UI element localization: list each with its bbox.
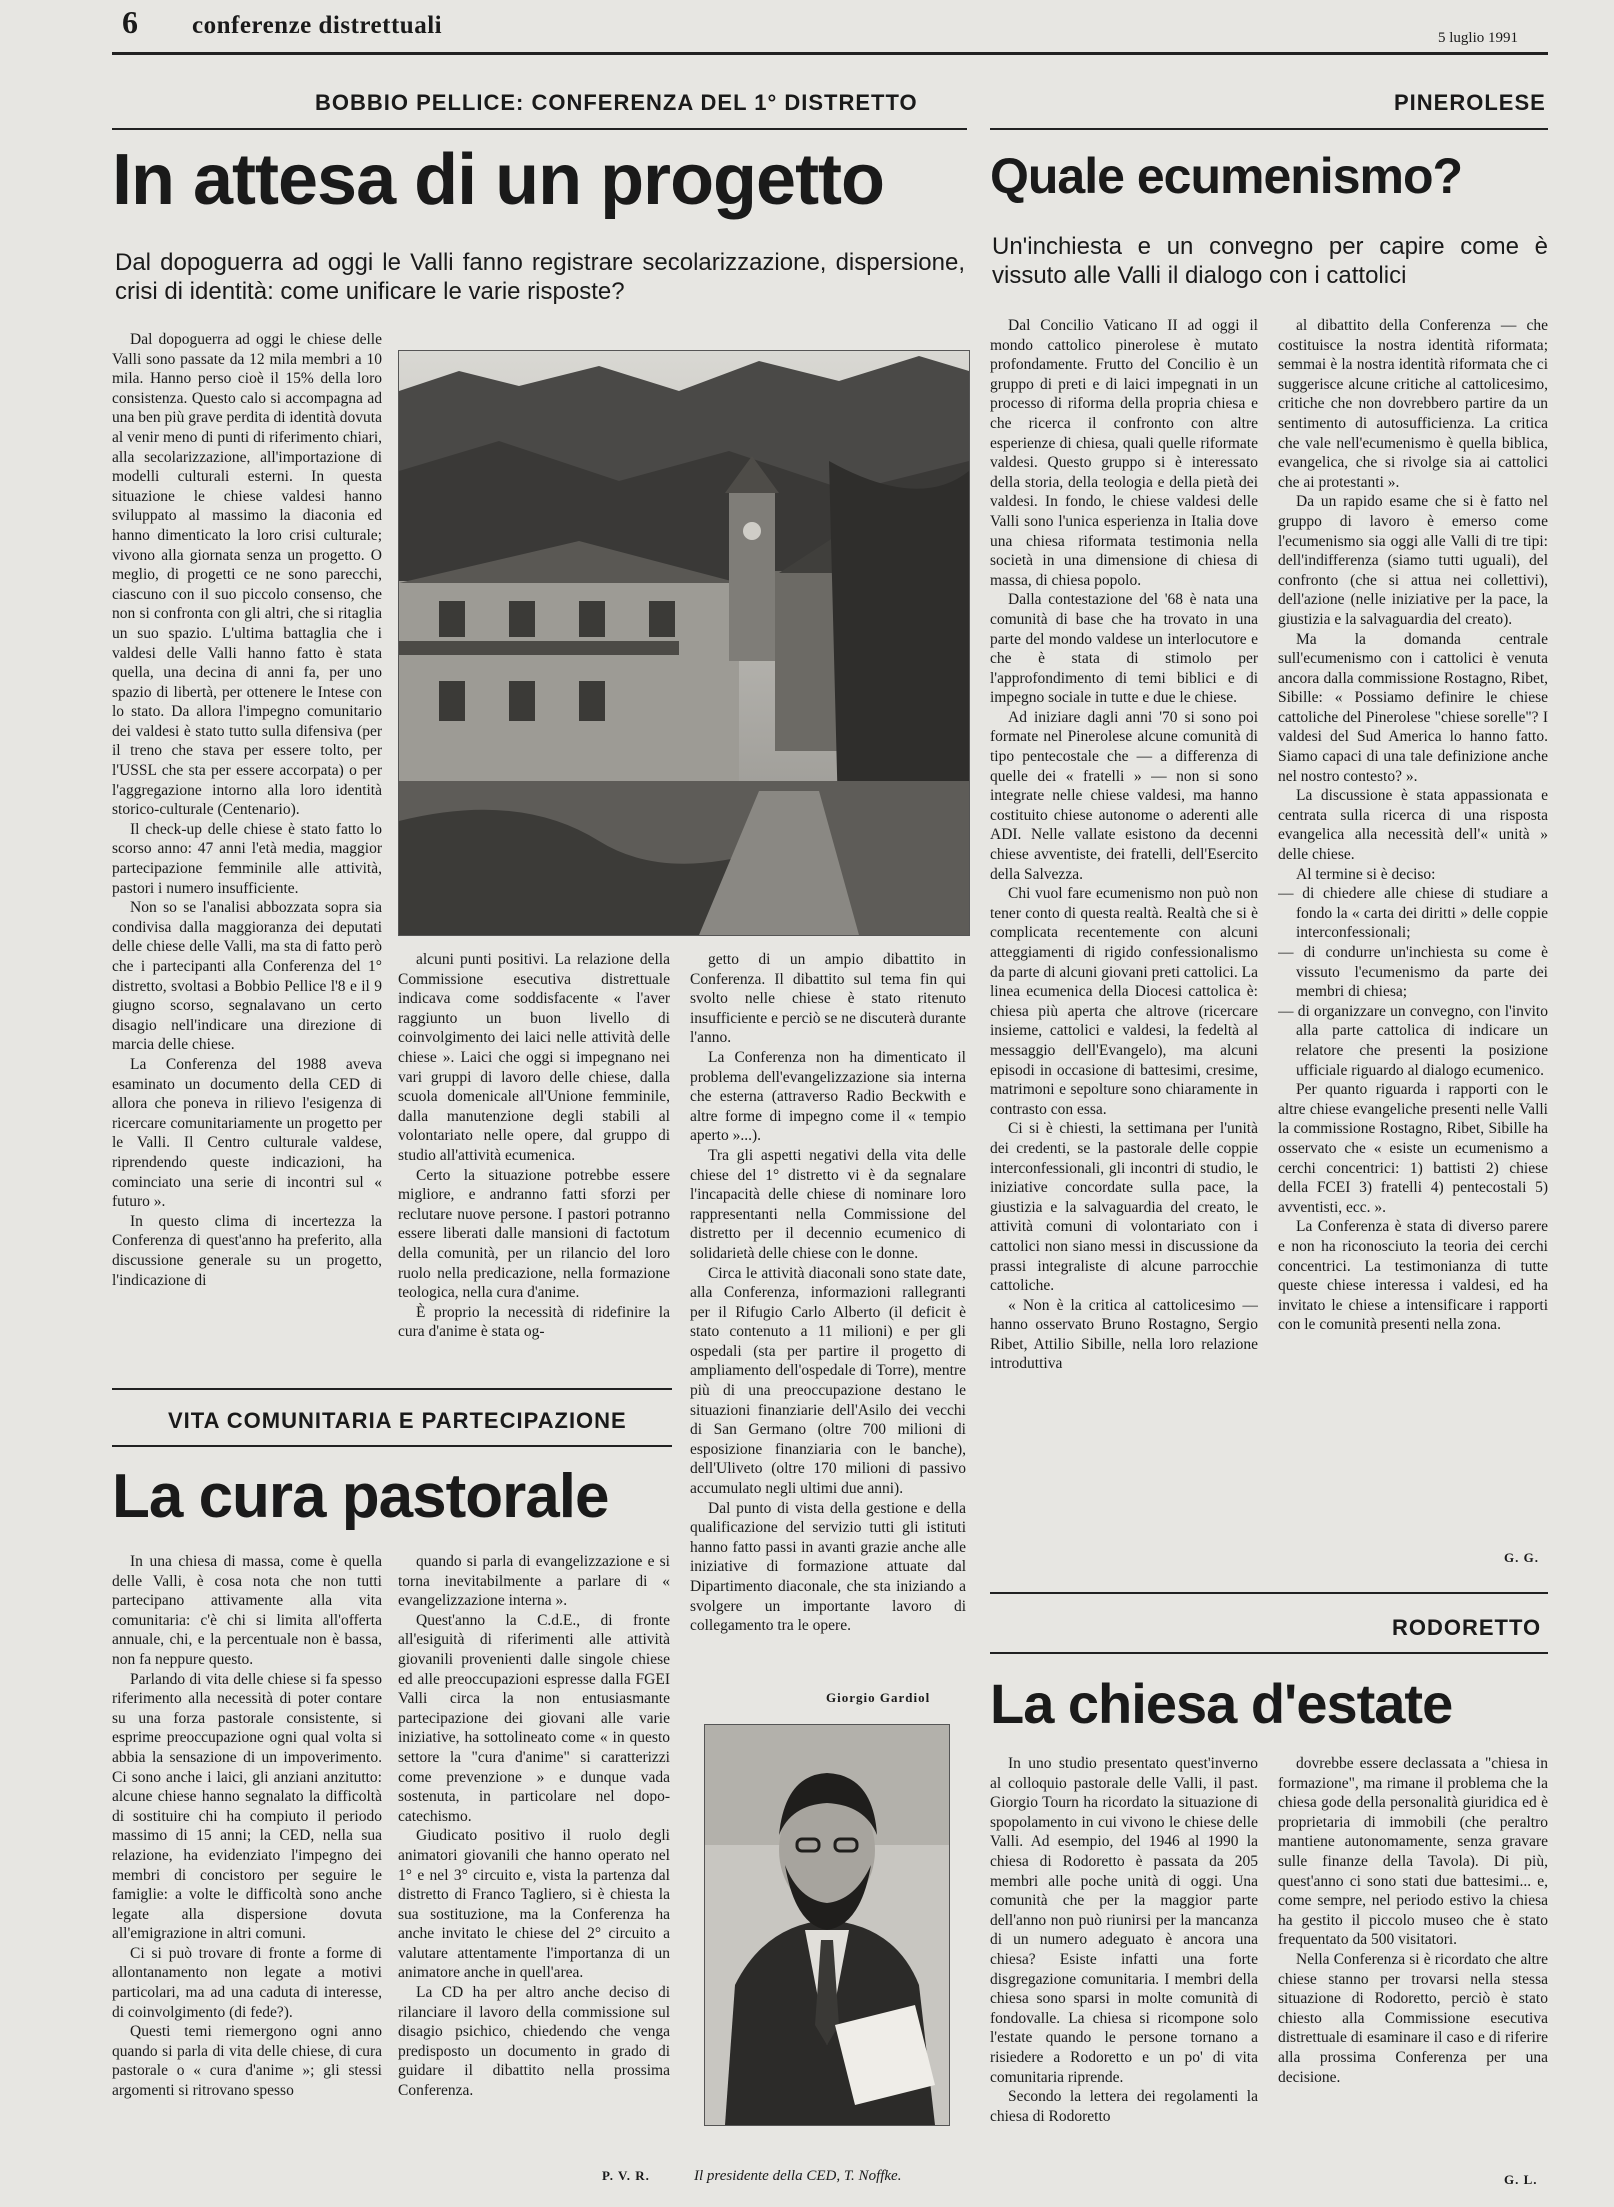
paragraph: In una chiesa di massa, come è quella delle Valli, è cosa nota che non tutti partecipano attivamente alla vita comunitaria: c'è chi si limita all'offerta annuale, chi, e la percentuale non è bassa, non fa neppure questo. bbox=[112, 1553, 382, 1668]
article1-kicker-rule bbox=[112, 128, 967, 130]
article4-kicker: RODORETTO bbox=[1392, 1615, 1542, 1640]
village-photo bbox=[398, 350, 970, 936]
article1-column-3 bbox=[690, 950, 966, 1678]
article3-kicker-rule bbox=[990, 128, 1548, 130]
paragraph: quando si parla di evangelizzazione e si torna inevitabilmente a parlare di « evangelizzazione interna ». bbox=[398, 1553, 670, 1610]
paragraph: Parlando di vita delle chiese si fa spesso riferimento alla necessità di poter contare su una forza pastorale consistente, si esprime preoccupazione ogni qual volta si abbia la sensazione di un impoverimento. Ci sono anche i laici, gli anziani anzitutto: alcune chiese hanno segnalato la difficoltà di sostituire chi ha compiuto il periodo massimo di 15 anni; la CED, nella sua relazione, ha evidenziato l'impegno dei membri di concistoro per seguire le famiglie: a volte le difficoltà sono anche legate alla dispersione dovuta all'emigrazione in altri comuni. bbox=[112, 1670, 382, 1943]
paragraph: Quest'anno la C.d.E., di fronte all'esiguità di riferimenti alle attività giovanili provenienti dalle singole chiese ed alle preoccupazioni espresse dalla FGEI Valli circa la non entusiasmante partecipazione dei giovani alle varie iniziative, ha sottolineato come « in questo settore la "cura d'anime" si caratterizzi come prevenzione » e dunque vada sostenuta, in particolare nel dopo-catechismo. bbox=[398, 1611, 670, 1825]
article1-signature: Giorgio Gardiol bbox=[826, 1690, 931, 1705]
article3-deck: Un'inchiesta e un convegno per capire come è vissuto alle Valli il dialogo con i cattolici bbox=[992, 233, 1548, 289]
article2-headline: La cura pastorale bbox=[112, 1462, 609, 1531]
paragraph: Dalla contestazione del '68 è nata una comunità di base che ha trovato in una parte del mondo valdese un interlocutore e che è stata di stimolo per l'approfondimento di temi biblici e di impegno sociale in tutte e due le chiese. bbox=[990, 591, 1258, 707]
paragraph: La discussione è stata appassionata e centrata sulla ricerca di una risposta evangelica alla necessità dell'« unità » delle chiese. bbox=[1278, 787, 1548, 864]
masthead-rule bbox=[112, 52, 1548, 55]
article2-top-rule bbox=[112, 1388, 672, 1390]
portrait-photo bbox=[704, 1724, 950, 2126]
paragraph: La Conferenza è stata di diverso parere e non ha riconosciuto la teoria dei cerchi concentrici. La testimonianza di tutte queste chiese interessa i valdesi, ed ha invitato le chiese a intensificare i rapporti con le comunità presenti nella zona. bbox=[1278, 1218, 1548, 1334]
paragraph: In uno studio presentato quest'inverno al colloquio pastorale delle Valli, il past. Giorgio Tourn ha ricordato la situazione di spopolamento in cui vivono le chiese delle Valli. Ad esempio, del 1946 al 1990 la chiesa di Rodoretto è passata da 205 membri alle poche unità di oggi. Una comunità che per la maggior parte dell'anno non può riunirsi per la mancanza di un numero adeguato è ancora una chiesa? Esiste infatti una forte disgregazione comunitaria. I membri della chiesa sono sparsi in molte comunità di fondovalle. La chiesa si ricompone solo l'estate quando le persone tornano a risiedere a Rodoretto e un po' di vita comunitaria riprende. bbox=[990, 1755, 1258, 2086]
paragraph: Ma la domanda centrale sull'ecumenismo con i cattolici è venuta ancora dalla commissione Rostagno, Ribet, Sibille: « Possiamo definire le chiese cattoliche del Pinerolese "chiese sorelle"? I valdesi del Sud America lo hanno fatto. Siamo capaci di una tale definizione anche nel nostro contesto? ». bbox=[1278, 630, 1548, 785]
paragraph: Per quanto riguarda i rapporti con le altre chiese evangeliche presenti nelle Valli la commissione Rostagno, Ribet, Sibille ha osservato che « esiste un ecumenismo a cerchi concentrici: 1) battisti 2) chiese della FCEI 3) fratelli 4) pentecostali 5) avventisti, ecc. ». bbox=[1278, 1081, 1548, 1216]
paragraph: Nella Conferenza si è ricordato che altre chiese stanno per trovarsi nella stessa situazione di Rodoretto, perciò è stato chiesto alla Commissione esecutiva distrettuale di esaminare il caso e di riferire alla prossima Conferenza per una decisione. bbox=[1278, 1950, 1548, 2086]
article4-signature: G. L. bbox=[1504, 2172, 1538, 2187]
article1-deck: Dal dopoguerra ad oggi le Valli fanno registrare secolarizzazione, dispersione, crisi di identità: come unificare le varie risposte? bbox=[115, 249, 965, 305]
page-number: 6 bbox=[122, 4, 138, 40]
list-item: — di organizzare un convegno, con l'invito alla parte cattolica di indicare un relatore che presenti la posizione ufficiale riguardo al dialogo ecumenico. bbox=[1278, 1002, 1548, 1079]
paragraph: alcuni punti positivi. La relazione della Commissione esecutiva distrettuale indicava come soddisfacente « l'aver raggiunto un buon livello di coinvolgimento dei laici nelle attività delle chiese ». Laici che oggi si impegnano nei vari gruppi di lavoro delle chiese, dalla scuola domenicale all'Unione femminile, dalla manutenzione degli stabili al volontariato nelle opere, dal gruppo di studio all'attività ecumenica. bbox=[398, 951, 670, 1164]
portrait-photo-image bbox=[705, 1725, 949, 2125]
article3-column-1 bbox=[990, 316, 1258, 1568]
article4-top-rule bbox=[990, 1592, 1548, 1594]
paragraph: Ad iniziare dagli anni '70 si sono poi formate nel Pinerolese alcune comunità di tipo pentecostale che — a differenza di quelle dei « fratelli » — non si sono integrate nelle chiese valdesi, ma hanno costituito chiese autonome o aderenti alle ADI. Nelle vallate esistono da decenni chiese avventiste, dei fratelli, dell'Esercito della Salvezza. bbox=[990, 708, 1258, 883]
article4-column-1 bbox=[990, 1754, 1258, 2198]
paragraph: Certo la situazione potrebbe essere migliore, e andranno fatti sforzi per reclutare nuove persone. I pastori potranno essere liberati dalle mansioni di factotum della comunità, per un rilancio del loro ruolo nella predicazione, nella formazione teologica, nella cura d'anime. bbox=[398, 1166, 670, 1302]
paragraph: La CD ha per altro anche deciso di rilanciare il lavoro della commissione sul disagio psichico, chiedendo che venga predisposto un documento in grado di guidare il dibattito nella prossima Conferenza. bbox=[398, 1984, 670, 2100]
paragraph: Circa le attività diaconali sono state date, alla Conferenza, informazioni rallegranti per il Rifugio Carlo Alberto (il deficit è stato contenuto a 11 milioni) e per gli ospedali (sta per partire il progetto di ampliamento dell'ospedale di Torre), mentre più di una preoccupazione destano le situazioni finanziarie dell'Asilo dei vecchi di San Germano (oltre 700 milioni di esposizione finanziaria con le banche), dell'Uliveto (oltre 170 milioni di passivo accumulato negli ultimi due anni). bbox=[690, 1264, 966, 1498]
article2-kicker: VITA COMUNITARIA E PARTECIPAZIONE bbox=[168, 1408, 627, 1433]
paragraph: È proprio la necessità di ridefinire la cura d'anime è stata og- bbox=[398, 1303, 670, 1341]
article1-column-2 bbox=[398, 950, 670, 1362]
paragraph: Da un rapido esame che si è fatto nel gruppo di lavoro è emerso come l'ecumenismo sia oggi alle Valli di tre tipi: dell'indifferenza (siamo tutti uguali), del confronto (che si attua nei collettivi), dell'azione (nelle iniziative per la pace, la giustizia e la salvaguardia del creato). bbox=[1278, 493, 1548, 628]
paragraph: Dal punto di vista della gestione e della qualificazione del servizio tutti gli istituti hanno fatto passi in avanti grazie anche alle iniziative di formazione attuate dal Dipartimento diaconale, che sta iniziando a svolgere un importante lavoro di collegamento tra le opere. bbox=[690, 1499, 966, 1635]
paragraph: In questo clima di incertezza la Conferenza di quest'anno ha preferito, alla discussione generale su un progetto, l'indicazione di bbox=[112, 1212, 382, 1289]
article4-headline: La chiesa d'estate bbox=[990, 1672, 1453, 1735]
paragraph: « Non è la critica al cattolicesimo — hanno osservato Bruno Rostagno, Sergio Ribet, Attilio Sibille, nella loro relazione introduttiva bbox=[990, 1296, 1258, 1373]
paragraph: al dibattito della Conferenza — che costituisce la nostra identità riformata; semmai è la nostra identità riformata che ci suggerisce alcune critiche al cattolicesimo, critiche che non dovrebbero partire da un sentimento di autosufficienza. La critica che vale nell'ecumenismo è quella biblica, evangelica, che si rivolge sia ai cattolici che ai protestanti ». bbox=[1278, 317, 1548, 491]
paragraph: Ci si è chiesti, la settimana per l'unità dei credenti, se la pastorale delle coppie interconfessionali, gli incontri di studio, le iniziative concordate sulla pace, la giustizia e la salvaguardia del creato, le attività comuni di volontariato con i cattolici non siano messi in discussione da prassi integraliste di alcune parrocchie cattoliche. bbox=[990, 1120, 1258, 1295]
article2-kicker-rule bbox=[112, 1445, 672, 1447]
paragraph: Il check-up delle chiese è stato fatto lo scorso anno: 47 anni l'età media, maggior partecipazione femminile alle attività, pastori i numero insufficiente. bbox=[112, 820, 382, 897]
article3-headline: Quale ecumenismo? bbox=[990, 148, 1463, 204]
paragraph: getto di un ampio dibattito in Conferenza. Il dibattito sul tema fin qui svolto nelle chiese è stato ritenuto insufficiente e perciò se ne discuterà durante l'anno. bbox=[690, 951, 966, 1047]
paragraph: Ci si può trovare di fronte a forme di allontanamento non legate a motivi particolari, ma ad una caduta di interesse, di coinvolgimento (di fede?). bbox=[112, 1944, 382, 2021]
list-item: — di condurre un'inchiesta su come è vissuto l'ecumenismo da parte dei membri di chiesa; bbox=[1278, 944, 1548, 1001]
paragraph: La Conferenza del 1988 aveva esaminato un documento della CED di allora che poneva in rilievo l'esigenza di ricercare comunitariamente un progetto per le Valli. Il Centro culturale valdese, riprendendo queste indicazioni, ha cominciato una serie di incontri sul « futuro ». bbox=[112, 1055, 382, 1211]
paragraph: Tra gli aspetti negativi della vita delle chiese del 1° distretto vi è da segnalare l'incapacità delle chiese di nominare loro rappresentanti nella Commissione del distretto per il decennio ecumenico di solidarietà delle chiese con le donne. bbox=[690, 1146, 966, 1262]
paragraph: Dal Concilio Vaticano II ad oggi il mondo cattolico pinerolese è mutato profondamente. Frutto del Concilio è un gruppo di preti e di laici impegnati in un processo di riforma della propria chiesa e che ricerca il confronto con altre esperienze di chiesa, quali quelle riformate valdesi. Questo gruppo si è interessato della storia, della teologia e della pietà dei valdesi. In fondo, le chiese valdesi delle Valli sono l'unica esperienza in Italia dove una chiesa riformata testimonia nella società in una dimensione di chiesa di massa, di chiesa popolo. bbox=[990, 317, 1258, 589]
paragraph: Giudicato positivo il ruolo degli animatori giovanili che hanno operato nel 1° e nel 3° circuito e, vista la partenza dal distretto di Franco Tagliero, si è chiesta la sua sostituzione, ma la Conferenza ha anche invitato le chiese del 2° circuito a valutare attentamente l'importanza di un animatore anche in quell'area. bbox=[398, 1827, 670, 1982]
article3-signature: G. G. bbox=[1504, 1550, 1539, 1565]
article3-column-2 bbox=[1278, 316, 1548, 1548]
article1-headline: In attesa di un progetto bbox=[112, 140, 885, 220]
issue-date: 5 luglio 1991 bbox=[1438, 30, 1519, 46]
article2-column-2 bbox=[398, 1552, 670, 2164]
article3-kicker: PINEROLESE bbox=[1394, 90, 1546, 115]
paragraph: Chi vuol fare ecumenismo non può non tener conto di questa realtà. Realtà che si è complicata recentemente con alcuni atteggiamenti di rigido confessionalismo da parte di alcuni giovani preti cattolici. La linea ecumenica della Diocesi cattolica è: chiesa più aperta che altrove (ricercare insieme, cattolici e valdesi, la fedeltà al messaggio dell'Evangelo), ma alcuni episodi in occasione di battesimi, cresime, matrimoni e sepolture sono chiaramente in contrasto con essa. bbox=[990, 885, 1258, 1118]
portrait-caption: Il presidente della CED, T. Noffke. bbox=[694, 2168, 902, 2184]
article4-column-2 bbox=[1278, 1754, 1548, 2154]
article2-column-1 bbox=[112, 1552, 382, 2164]
paragraph: Questi temi riemergono ogni anno quando si parla di vita delle chiese, di cura pastorale o « cura d'anime »; gli stessi argomenti si ritrovano spesso bbox=[112, 2023, 382, 2100]
village-photo-image bbox=[399, 351, 969, 935]
paragraph: Non so se l'analisi abbozzata sopra sia condivisa dalla maggioranza dei deputati delle chiese delle Valli, ma sta di fatto però che i partecipanti alla Conferenza del 1° distretto, svoltasi a Bobbio Pellice l'8 e il 9 giugno scorso, segnalavano un certo disagio nell'indicare una direzione di marcia delle chiese. bbox=[112, 899, 382, 1054]
section-title: conferenze distrettuali bbox=[192, 12, 443, 39]
paragraph: dovrebbe essere declassata a "chiesa in formazione", ma rimane il problema che la chiesa gode della personalità giuridica ed è proprietaria di immobili (che peraltro mantiene autonomamente, senza gravare sulle finanze della Tavola). Di più, quest'anno ci sono stati due battesimi... e, come sempre, nel periodo estivo la chiesa ha gestito il piccolo museo che è stato frequentato da 500 visitatori. bbox=[1278, 1755, 1548, 1949]
paragraph: Secondo la lettera dei regolamenti la chiesa di Rodoretto bbox=[990, 2088, 1258, 2125]
article1-kicker: BOBBIO PELLICE: CONFERENZA DEL 1° DISTRETTO bbox=[315, 90, 918, 115]
paragraph: La Conferenza non ha dimenticato il problema dell'evangelizzazione sia interna che esterna (attraverso Radio Beckwith e altre forme di impegno come il « tempio aperto »...). bbox=[690, 1048, 966, 1145]
paragraph: Al termine si è deciso: bbox=[1296, 865, 1436, 883]
article2-signature: P. V. R. bbox=[602, 2168, 650, 2183]
paragraph: Dal dopoguerra ad oggi le chiese delle Valli sono passate da 12 mila membri a 10 mila. Hanno perso cioè il 15% della loro consistenza. Questo calo si accompagna ad una ben più grave perdita di identità dovuta al venir meno di punti di riferimento chiari, alla secolarizzazione, all'importazione di modelli culturali esterni. In questa situazione le chiese valdesi hanno sviluppato al massimo la diaconia ed hanno dimenticato la loro crisi culturale; vivono alla giornata senza un progetto. O meglio, di progetti ce ne sono parecchi, ciascuno con il suo piccolo consenso, che non si confronta con gli altri, che si ritaglia un suo spazio. L'ultima battaglia che i valdesi delle Valli hanno fatto è stata quella, una decina di anni fa, per uno spazio di libertà, per ottenere le Intese con lo stato. Da allora l'impegno comunitario dei valdesi è stato tutto sulla difensiva (per il treno che stava per essere tolto, per l'USSL che sta per essere accorpata) o per l'aggregazione intorno alla loro identità storico-culturale (Centenario). bbox=[112, 331, 382, 819]
article4-kicker-rule bbox=[990, 1652, 1548, 1654]
article1-column-1 bbox=[112, 330, 382, 1362]
list-item: — di chiedere alle chiese di studiare a fondo la « carta dei diritti » delle coppie interconfessionali; bbox=[1278, 885, 1548, 942]
